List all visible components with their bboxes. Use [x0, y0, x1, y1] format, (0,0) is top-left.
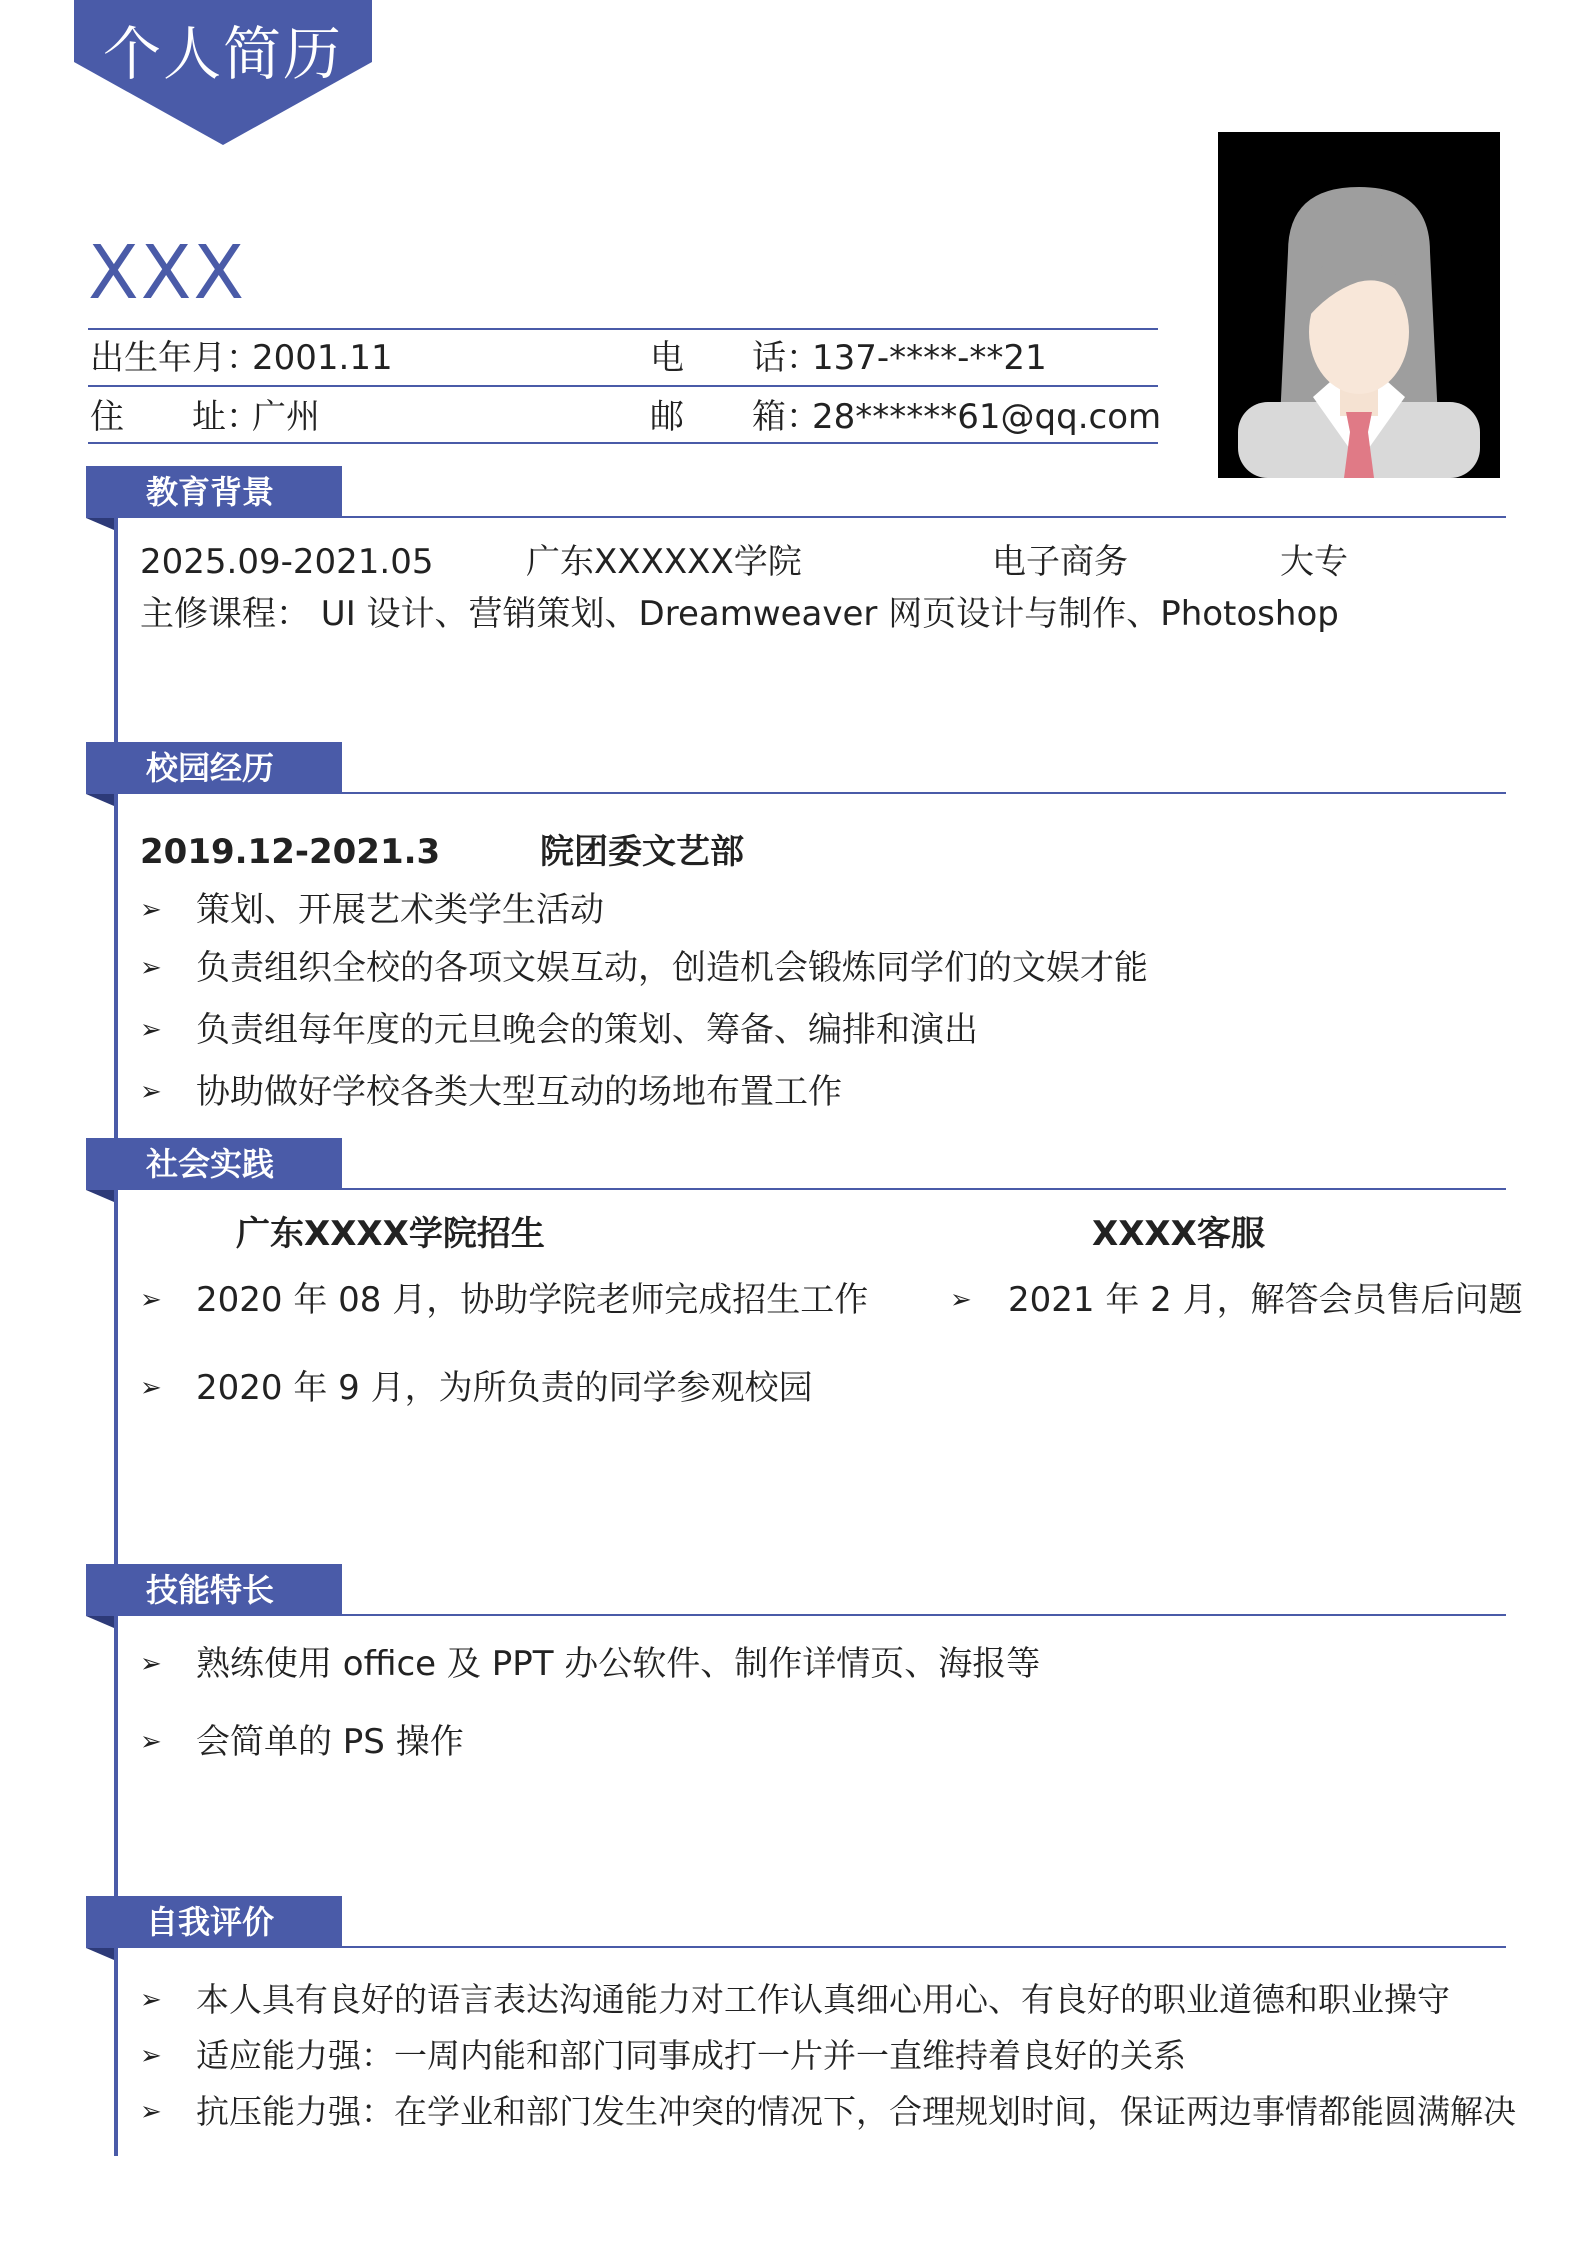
arrow-bullet-icon: ➢ — [140, 1373, 162, 1403]
birth-label: 出生年月： — [90, 338, 260, 378]
section-title: 自我评价 — [146, 1903, 275, 1941]
arrow-bullet-icon: ➢ — [140, 895, 162, 925]
campus-org: 院团委文艺部 — [540, 832, 744, 872]
list-item: 2020 年 9 月，为所负责的同学参观校园 — [196, 1368, 813, 1408]
section-divider — [342, 792, 1506, 794]
edu-major: 电子商务 — [992, 542, 1128, 582]
section-fold — [86, 794, 114, 806]
section-header-self-eval — [86, 1896, 342, 1948]
section-header-skills — [86, 1564, 342, 1616]
list-item: 抗压能力强：在学业和部门发生冲突的情况下，合理规划时间，保证两边事情都能圆满解决 — [196, 2092, 1516, 2131]
arrow-bullet-icon: ➢ — [140, 1727, 162, 1757]
avatar-photo — [1218, 132, 1500, 478]
resume-title: 个人简历 — [102, 20, 343, 88]
edu-school: 广东XXXXXX学院 — [526, 542, 802, 582]
edu-courses: 主修课程： UI 设计、营销策划、Dreamweaver 网页设计与制作、Photoshop — [140, 594, 1339, 634]
section-divider — [342, 1946, 1506, 1948]
list-item: 会简单的 PS 操作 — [196, 1722, 464, 1762]
section-divider — [342, 1614, 1506, 1616]
arrow-bullet-icon: ➢ — [140, 1285, 162, 1315]
campus-period: 2019.12-2021.3 — [140, 832, 441, 872]
arrow-bullet-icon: ➢ — [140, 1015, 162, 1045]
list-item: 协助做好学校各类大型互动的场地布置工作 — [196, 1072, 842, 1112]
section-title: 教育背景 — [146, 473, 275, 511]
section-fold — [86, 1948, 114, 1960]
section-header-campus — [86, 742, 342, 794]
list-item: 负责组每年度的元旦晚会的策划、筹备、编排和演出 — [196, 1010, 978, 1050]
arrow-bullet-icon: ➢ — [140, 2041, 162, 2071]
phone-value: 137-****-**21 — [812, 338, 1047, 378]
divider — [88, 328, 1158, 330]
social-left-title: 广东XXXX学院招生 — [236, 1214, 545, 1254]
list-item: 适应能力强：一周内能和部门同事成打一片并一直维持着良好的关系 — [196, 2036, 1186, 2075]
section-header-education — [86, 466, 342, 518]
section-fold — [86, 518, 114, 530]
list-item: 负责组织全校的各项文娱互动，创造机会锻炼同学们的文娱才能 — [196, 948, 1148, 988]
section-divider — [342, 1188, 1506, 1190]
list-item: 2020 年 08 月，协助学院老师完成招生工作 — [196, 1280, 869, 1320]
edu-degree: 大专 — [1280, 542, 1348, 582]
address-value: 广州 — [252, 397, 320, 437]
edu-period: 2025.09-2021.05 — [140, 542, 434, 582]
email-label: 邮 箱： — [650, 397, 820, 437]
list-item: 策划、开展艺术类学生活动 — [196, 890, 604, 930]
section-header-social — [86, 1138, 342, 1190]
section-title: 技能特长 — [146, 1571, 275, 1609]
section-fold — [86, 1190, 114, 1202]
arrow-bullet-icon: ➢ — [140, 953, 162, 983]
section-fold — [86, 1616, 114, 1628]
section-title: 社会实践 — [146, 1145, 275, 1183]
arrow-bullet-icon: ➢ — [140, 1649, 162, 1679]
address-label: 住 址： — [90, 397, 260, 437]
arrow-bullet-icon: ➢ — [140, 2097, 162, 2127]
email-value: 28******61@qq.com — [812, 397, 1162, 437]
section-divider — [342, 516, 1506, 518]
phone-label: 电 话： — [650, 338, 820, 378]
section-title: 校园经历 — [146, 749, 275, 787]
list-item: 2021 年 2 月，解答会员售后问题 — [1008, 1280, 1523, 1320]
list-item: 本人具有良好的语言表达沟通能力对工作认真细心用心、有良好的职业道德和职业操守 — [196, 1980, 1450, 2019]
arrow-bullet-icon: ➢ — [950, 1285, 972, 1315]
social-right-title: XXXX客服 — [1092, 1214, 1265, 1254]
person-name: XXX — [88, 230, 247, 316]
divider — [88, 442, 1158, 444]
list-item: 熟练使用 office 及 PPT 办公软件、制作详情页、海报等 — [196, 1644, 1041, 1684]
arrow-bullet-icon: ➢ — [140, 1985, 162, 2015]
arrow-bullet-icon: ➢ — [140, 1077, 162, 1107]
birth-value: 2001.11 — [252, 338, 393, 378]
divider — [88, 385, 1158, 387]
